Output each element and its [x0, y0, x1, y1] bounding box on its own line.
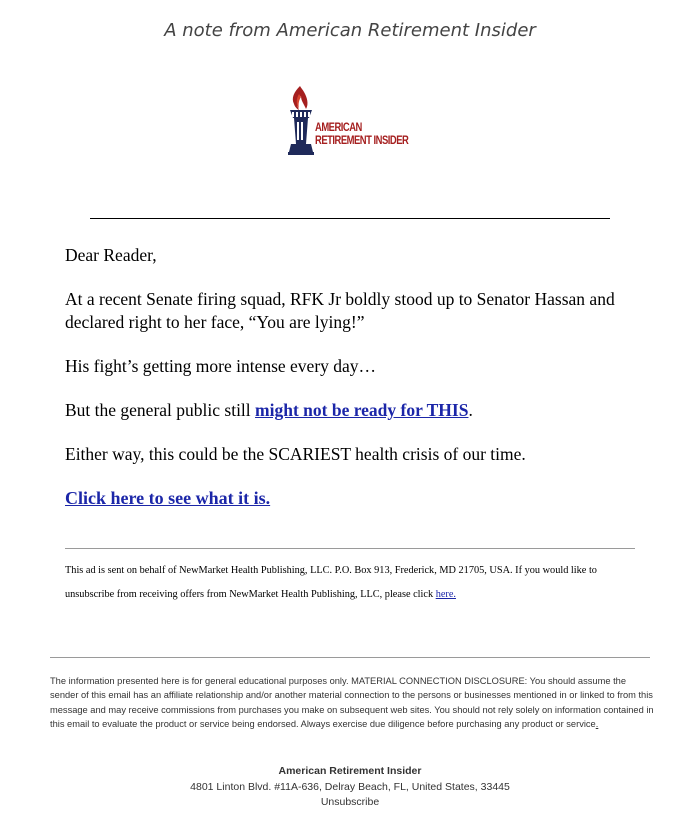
material-disclosure: [50, 674, 656, 732]
disclosure-text: This ad is sent on behalf of NewMarket Health Publishing, LLC. P.O. Box 913, Frederick, MD 21705, USA. If you would like to unsubscribe from receiving offers from NewMarket Health Publishing, LLC, please click: [65, 565, 597, 600]
logo-text-line2: RETIREMENT INSIDER: [315, 135, 409, 147]
middle-divider: [65, 548, 635, 549]
top-divider: [90, 218, 610, 219]
letter-body: [65, 244, 645, 531]
paragraph-senate: At a recent Senate firing squad, RFK Jr boldly stood up to Senator Hassan and declared right to her face, “You are lying!”: [65, 289, 615, 332]
footer-address: 4801 Linton Blvd. #11A-636, Delray Beach, FL, United States, 33445: [190, 780, 510, 793]
paragraph-public: [65, 399, 645, 422]
logo-text-line1: AMERICAN: [315, 122, 362, 134]
footer-org: American Retirement Insider: [278, 765, 422, 777]
paragraph-public-prefix: But the general public still: [65, 400, 256, 420]
header-note: A note from American Retirement Insider: [164, 20, 536, 41]
sender-disclosure: [65, 559, 645, 607]
brand-logo[interactable]: [285, 82, 425, 166]
greeting: Dear Reader,: [65, 245, 157, 265]
lower-divider: [50, 657, 650, 658]
paragraph-crisis: Either way, this could be the SCARIEST health crisis of our time.: [65, 444, 526, 464]
paragraph-public-suffix: .: [468, 400, 473, 420]
cta-paragraph: [65, 487, 645, 510]
cta-link[interactable]: Click here to see what it is.: [65, 488, 271, 508]
footer: [0, 764, 700, 811]
footer-unsubscribe-link[interactable]: Unsubscribe: [320, 796, 380, 808]
paragraph-fight: His fight’s getting more intense every day…: [65, 356, 377, 376]
fine-print-text: The information presented here is for general educational purposes only. MATERIAL CONNECTION DISCLOSURE: You should assume the sender of this email has an affiliate relationship and/or another material connection to the persons or businesses mentioned in or linked to from this message and may receive commissions from purchases you make on subsequent web sites. You should not rely solely on information contained in this email to evaluate the product or service being endorsed. Always exercise due diligence before purchasing any product or service: [50, 676, 654, 730]
fine-print-tail: .: [595, 719, 599, 730]
not-ready-link[interactable]: might not be ready for THIS: [255, 400, 469, 420]
unsubscribe-here-link[interactable]: here.: [435, 589, 456, 600]
